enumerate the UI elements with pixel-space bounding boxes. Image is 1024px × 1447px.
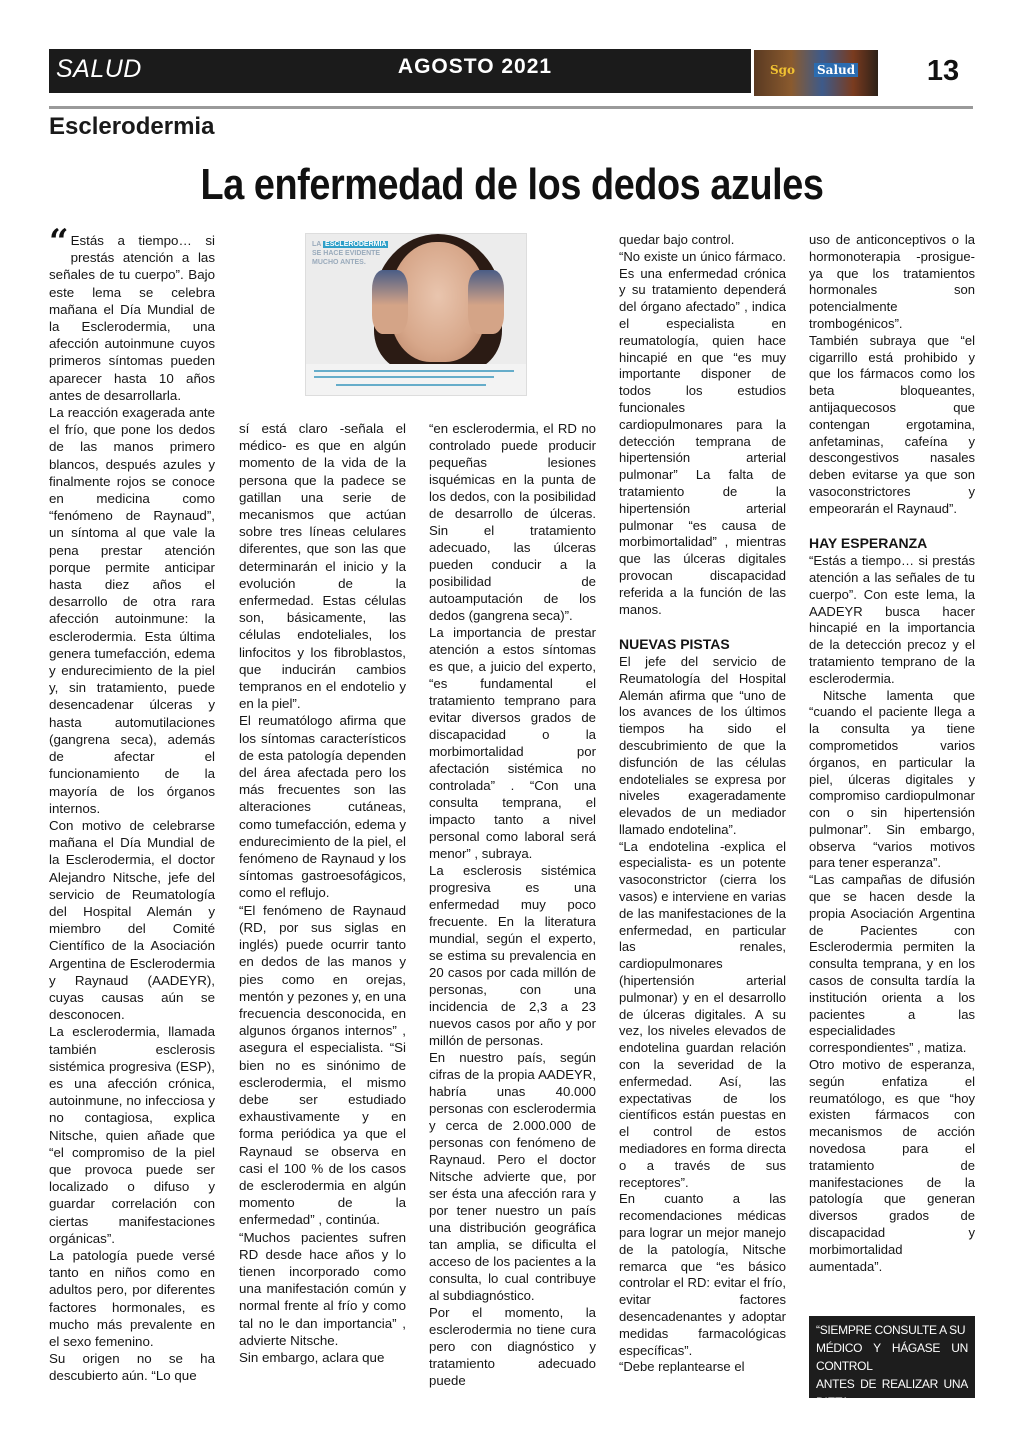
photo-footer-strip (306, 364, 526, 396)
section-spacer (809, 518, 975, 536)
paragraph: El reumatólogo afirma que los síntomas característicos de esta patología dependen del área afectada pero los más frecuentes son las alteraciones cutáneas, como tumefacción, edema y endurecimiento de la piel, el fenómeno de Raynaud y los síntomas gastroesofágicos, como el reflujo. (239, 713, 406, 901)
callout-line: O ACTIVIDAD FÍSICA” (816, 1413, 933, 1427)
photo-left-hand (372, 270, 408, 334)
header-divider (49, 106, 973, 109)
article-photo (305, 233, 527, 396)
paragraph-text: Estás a tiempo… si prestás atención a las señales de tu cuerpo”. Bajo este lema se celebra mañana el Día Mundial de la Esclerodermia, una afección autoinmune cuyos primeros síntomas pueden aparecer hasta 10 años antes de desarrollarla. (49, 233, 215, 403)
callout-box (809, 1316, 975, 1427)
paragraph: Por el momento, la esclerodermia no tiene cura pero con diagnóstico y tratamiento adecuado puede (429, 1305, 596, 1388)
paragraph: Otro motivo de esperanza, según enfatiza el reumatólogo, es que “hoy existen fármacos con mecanismos de acción novedosa para el tratamiento de manifestaciones de la patología que generan diversos grados de discapacidad y morbimortalidad aumentada”. (809, 1057, 975, 1274)
photo-text-line2: SE HACE EVIDENTE (312, 250, 381, 257)
article-topic: Esclerodermia (49, 113, 215, 140)
article-headline: La enfermedad de los dedos azules (200, 160, 824, 209)
photo-footer-line (314, 370, 514, 372)
paragraph: La esclerosis sistémica progresiva es una enfermedad muy poco frecuente. En la literatura mundial, según el experto, se estima su prevalencia en 20 casos por cada millón de personas, con una incidencia de 2,3 a 23 nuevos casos por año y por millón de personas. (429, 863, 596, 1048)
paragraph: También subraya que “el cigarrillo está prohibido y que los fármacos como los beta bloqueantes, antijaquecosos que contengan ergotamina, anfetaminas, cafeína y descongestivos nasales deben evitarse ya que son vasoconstrictores y empeorarán el Raynaud”. (809, 332, 975, 516)
logo-text-left: Sgo (770, 63, 796, 77)
paragraph: “El fenómeno de Raynaud (RD, por sus siglas en inglés) puede ocurrir tanto en dedos de las manos y pies como en orejas, mentón y pezones y, en una frecuencia desconocida, en algunos órganos internos” , asegura el especialista. “Si bien no es sinónimo de esclerodermia, el mismo debe ser estudiado exhaustivamente y en forma periódica ya que el Raynaud se observa en casi el 100 % de los casos de esclerodermia en algún momento de la enfermedad” , continúa. (239, 902, 406, 1228)
paragraph: La importancia de prestar atención a estos síntomas es que, a juicio del experto, “es fundamental el tratamiento temprano para evitar diversos grados de discapacidad o la morbimortalidad por afectación sistémica no controlada” . “Con una consulta temprana, el impacto tanto a nivel personal como laboral será menor” , subraya. (429, 625, 596, 861)
paragraph: La esclerodermia, llamada también esclerosis sistémica progresiva (ESP), es una afección crónica, autoinmune, no infecciosa y no contagiosa, explica Nitsche, quien añade que “el compromiso de la piel que provoca puede ser localizado o difuso y guardar correlación con ciertas manifestaciones orgánicas”. (49, 1024, 215, 1246)
photo-text-highlight: ESCLERODERMIA (325, 241, 387, 248)
lead-paragraph (49, 222, 215, 404)
publication-logo (754, 50, 878, 96)
article-column-2 (239, 420, 406, 1366)
paragraph: Nitsche lamenta que “cuando el paciente llega a la consulta ya tiene comprometidos varios órganos, en particular la piel, úlceras digitales y compromiso cardiopulmonar con o sin hipertensión pulmonar”. Sin embargo, observa “varios motivos para tener esperanza”. (809, 687, 975, 871)
photo-text-line1: LA (312, 241, 322, 248)
logo-text-right: Salud (814, 63, 858, 77)
paragraph: En nuestro país, según cifras de la propia AADEYR, habría unas 40.000 personas con esclerodermia y cerca de 2.000.000 de personas con fenómeno de Raynaud. Pero el doctor Nitsche advierte que, por ser ésta una afección rara y por tener nuestro un país una distribución geográfica tan amplia, se dificulta el acceso de los pacientes a la consulta, lo cual contribuye al subdiagnóstico. (429, 1050, 596, 1303)
paragraph: La patología puede versé tanto en niños como en adultos pero, por diferentes factores hormonales, es mucho más prevalente en el sexo femenino. (49, 1247, 215, 1349)
photo-right-hand (468, 270, 504, 334)
article-column-4 (619, 232, 786, 1376)
paragraph: Con motivo de celebrarse mañana el Día Mundial de la Esclerodermia, el doctor Alejandro Nitsche, jefe del servicio de Reumatología del Hospital Alemán y miembro del Comité Científico de la Asociación Argentina de Esclerodermia y Raynaud (AADEYR), cuyas causas aún se desconocen. (49, 817, 215, 1023)
photo-footer-line (336, 384, 486, 386)
paragraph: “en esclerodermia, el RD no controlado puede producir pequeñas lesiones isquémicas en la punta de los dedos, con la posibilidad de desarrollo de úlceras. Sin el tratamiento adecuado, las úlceras pueden conducir a la posibilidad de autoamputación de los dedos (gangrena seca)”. (429, 421, 596, 623)
issue-date: AGOSTO 2021 (397, 55, 553, 78)
photo-footer-line (314, 376, 494, 378)
opening-quote-mark: “ (49, 222, 69, 262)
section-spacer (619, 618, 786, 636)
paragraph: “Las campañas de difusión que se hacen desde la propia Asociación Argentina de Pacientes con Esclerodermia permiten la consulta temprana, y en los casos de consulta tardía la institución orienta a los pacientes a las especialidades correspondientes” , matiza. (809, 872, 975, 1056)
article-column-3 (429, 420, 596, 1389)
paragraph: uso de anticonceptivos o la hormonoterapia -prosigue- ya que los tratamientos hormonales son potencialmente trombogénicos”. (809, 232, 975, 331)
paragraph: El jefe del servicio de Reumatología del Hospital Alemán afirma que “uno de los avances de los últimos tiempos ha sido el descubrimiento de que la disfunción de las células endoteliales se expresa por niveles exageradamente elevados de un mediador llamado endotelina”. (619, 653, 786, 837)
article-column-1 (49, 222, 215, 1385)
page-number: 13 (926, 55, 960, 87)
subheading-hay-esperanza: HAY ESPERANZA (809, 535, 928, 552)
callout-line: MÉDICO Y HÁGASE UN CONTROL (816, 1341, 968, 1373)
photo-caption-text (312, 240, 388, 267)
photo-text-line3: MUCHO ANTES. (312, 259, 366, 266)
paragraph: “Muchos pacientes sufren RD desde hace años y lo tienen incorporado como una manifestación común y normal frente al frío y como tal no le dan importancia” , advierte Nitsche. (239, 1229, 406, 1348)
paragraph: “Debe replantearse el (619, 1359, 745, 1375)
paragraph: sí está claro -señala el médico- es que en algún momento de la vida de la persona que la padece se gatillan una serie de mecanismos que actúan sobre tres líneas celulares diferentes, que son las que determinarán el inicio y la evolución de la enfermedad. Estas células son, básicamente, las células endoteliales, los linfocitos y los fibroblastos, que inducirán cambios tempranos en el endotelio y en la piel”. (239, 421, 406, 712)
callout-line: “SIEMPRE CONSULTE A SU (816, 1323, 966, 1337)
subheading-nuevas-pistas: NUEVAS PISTAS (619, 636, 730, 653)
paragraph: En cuanto a las recomendaciones médicas para lograr un mejor manejo de la patología, Nitsche remarca que “es básico controlar el RD: evitar el frío, evitar factores desencadenantes y adoptar medidas farmacológicas específicas”. (619, 1191, 786, 1358)
paragraph: La reacción exagerada ante el frío, que pone los dedos de las manos primero blancos, después azules y finalmente rojos se conoce en medicina como “fenómeno de Raynaud”, un síntoma al que vale la pena prestar atención porque permite anticipar hasta diez años el desarrollo de otra rara afección autoinmune: la esclerodermia. Esta última genera tumefacción, edema y endurecimiento de la piel y, sin tratamiento, puede desencadenar úlceras y hasta automutilaciones (gangrena seca), además de afectar el funcionamiento de la mayoría de los órganos internos. (49, 405, 215, 816)
paragraph: Su origen no se ha descubierto aún. “Lo que (49, 1351, 215, 1384)
paragraph: “La endotelina -explica el especialista- es un potente vasoconstrictor (cierra los vasos) e interviene en varias de las manifestaciones de la enfermedad, en particular las renales, cardiopulmonares (hipertensión arterial pulmonar) y en el desarrollo de úlceras digitales. A su vez, los niveles elevados de endotelina guardan relación con la severidad de la enfermedad. Así, las expectativas de los científicos están puestas en el control de estos mediadores en forma directa o a través de sus receptores”. (619, 838, 786, 1190)
callout-line: ANTES DE REALIZAR UNA DIETA (816, 1377, 968, 1409)
paragraph: Sin embargo, aclara que (239, 1349, 385, 1365)
paragraph: “Estás a tiempo… si prestás atención a las señales de tu cuerpo”. Con este lema, la AADEYR busca hacer hincapié en la importancia de la detección precoz y el tratamiento temprano de la esclerodermia. (809, 553, 975, 686)
paragraph: “No existe un único fármaco. Es una enfermedad crónica y su tratamiento dependerá del órgano afectado” , indica el especialista en reumatología, quien hace hincapié en que “es muy importante disponer de todos los estudios funcionales cardiopulmonares para la detección temprana de hipertensión arterial pulmonar” La falta de tratamiento de la hipertensión arterial pulmonar “es causa de morbimortalidad” , mientras que las úlceras digitales provocan discapacidad referida a la función de las manos. (619, 248, 786, 617)
paragraph: quedar bajo control. (619, 232, 735, 247)
section-label: SALUD (56, 55, 142, 83)
article-column-5 (809, 232, 975, 1275)
